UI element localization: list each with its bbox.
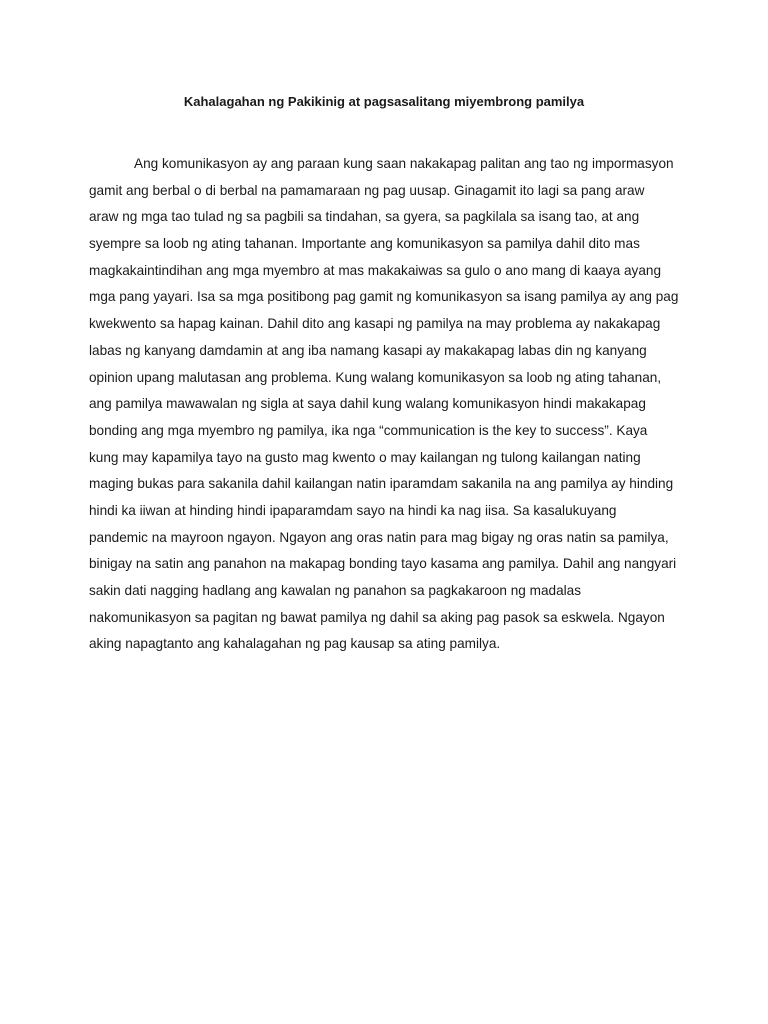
- paragraph-line: aking napagtanto ang kahalagahan ng pag kausap sa ating pamilya.: [89, 636, 501, 652]
- paragraph-line: bonding ang mga myembro ng pamilya, ika nga “communication is the key to success”. Kaya: [89, 422, 648, 438]
- paragraph-line: kwekwento sa hapag kainan. Dahil dito ang kasapi ng pamilya na may problema ay nakakapag: [89, 316, 661, 332]
- paragraph-line: ang pamilya mawawalan ng sigla at saya dahil kung walang komunikasyon hindi makakapag: [89, 396, 646, 412]
- paragraph-line: syempre sa loob ng ating tahanan. Importante ang komunikasyon sa pamilya dahil dito mas: [89, 236, 640, 252]
- paragraph-line: nakomunikasyon sa pagitan ng bawat pamilya ng dahil sa aking pag pasok sa eskwela. Ngayon: [89, 609, 665, 625]
- paragraph-line: magkakaintindihan ang mga myembro at mas makakaiwas sa gulo o ano mang di kaaya ayang: [89, 262, 662, 278]
- paragraph-line: mga pang yayari. Isa sa mga positibong pag gamit ng komunikasyon sa isang pamilya ay ang pag: [89, 289, 679, 305]
- paragraph-line: kung may kapamilya tayo na gusto mag kwento o may kailangan ng tulong kailangan nating: [89, 449, 641, 465]
- paragraph-line: gamit ang berbal o di berbal na pamamaraan ng pag uusap. Ginagamit ito lagi sa pang araw: [89, 182, 645, 198]
- paragraph-line: pandemic na mayroon ngayon. Ngayon ang oras natin para mag bigay ng oras natin sa pamilya,: [89, 529, 669, 545]
- paragraph-line: opinion upang malutasan ang problema. Kung walang komunikasyon sa loob ng ating tahanan,: [89, 369, 662, 385]
- paragraph-line: labas ng kanyang damdamin at ang iba namang kasapi ay makakapag labas din ng kanyang: [89, 342, 647, 358]
- paragraph-line: araw ng mga tao tulad ng sa pagbili sa tindahan, sa gyera, sa pagkilala sa isang tao, at ang: [89, 209, 640, 225]
- document-title: Kahalagahan ng Pakikinig at pagsasalitang miyembrong pamilya: [183, 94, 585, 109]
- paragraph-line: sakin dati nagging hadlang ang kawalan ng panahon sa pagkakaroon ng madalas: [89, 583, 582, 598]
- paragraph-line: hindi ka iiwan at hinding hindi ipaparamdam sayo na hindi ka nag iisa. Sa kasalukuyang: [89, 502, 617, 518]
- paragraph-line: maging bukas para sakanila dahil kailangan natin iparamdam sakanila na ang pamilya ay hinding: [89, 476, 674, 492]
- paragraph-line: Ang komunikasyon ay ang paraan kung saan nakakapag palitan ang tao ng impormasyon: [134, 156, 674, 171]
- essay-paragraph: [89, 151, 729, 658]
- paragraph-line: binigay na satin ang panahon na makapag bonding tayo kasama ang pamilya. Dahil ang nangyari: [89, 556, 677, 572]
